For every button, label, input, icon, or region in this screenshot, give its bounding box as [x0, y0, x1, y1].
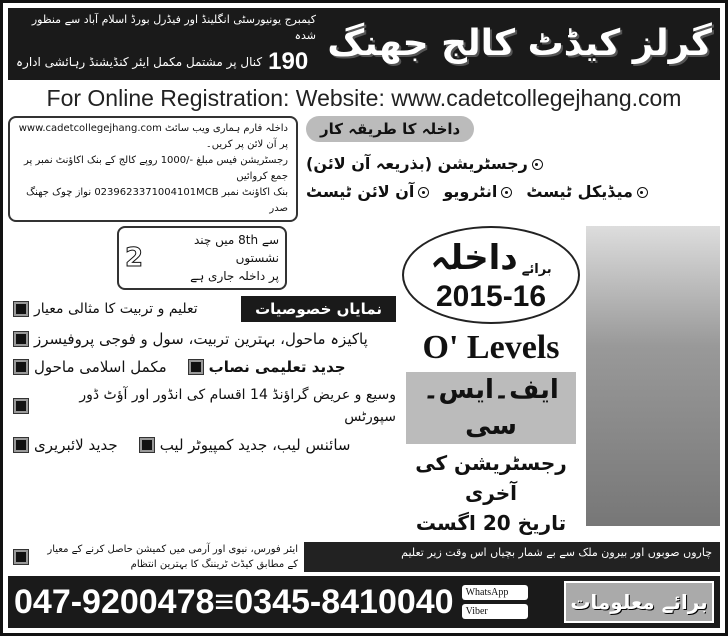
area-text: کنال پر مشتمل مکمل ایئر کنڈیشنڈ رہائشی ادارہ	[16, 55, 263, 69]
strip-row	[8, 542, 720, 572]
feature-row: جدید لائبریری سائنس لیب، جدید کمپیوٹر لیب	[8, 434, 396, 456]
bullet-icon	[14, 302, 28, 316]
program-fsc: ایف۔ایس۔سی	[406, 372, 576, 444]
deadline-line2: تاریخ 20 اگست	[415, 511, 567, 535]
deadline-line1: رجسٹریشن کی آخری	[415, 451, 567, 505]
info-label: برائے معلومات	[564, 581, 714, 623]
deadline	[402, 448, 580, 538]
radio-icon	[501, 187, 512, 198]
messaging-apps	[462, 585, 528, 619]
procedure-label: داخلہ کا طریقہ کار	[306, 116, 474, 142]
student-photo	[586, 226, 720, 526]
admission-year: 2015-16	[435, 280, 547, 313]
bullet-icon	[14, 438, 28, 452]
header-banner	[8, 8, 720, 80]
procedure-item: میڈیکل ٹیسٹ	[526, 180, 652, 204]
feature-item: وسیع و عریض گراؤنڈ 14 اقسام کی انڈور اور آؤٹ ڈور سپورٹس	[8, 384, 396, 428]
procedure-items-row	[306, 180, 652, 204]
feature-item: تعلیم و تربیت کا مثالی معیار	[8, 298, 198, 320]
radio-icon	[637, 187, 648, 198]
procedure-section	[8, 116, 720, 222]
instruction-line: بنک اکاؤنٹ نمبر 0239623371004101MCB نواز چوک جھنگ صدر	[26, 187, 288, 214]
admission-for: برائے	[521, 262, 552, 277]
classes-line1: سے 8th میں چند نشستوں	[193, 233, 279, 265]
radio-icon	[418, 187, 429, 198]
instruction-line: داخلہ فارم ہماری ویب سائٹ www.cadetcollegejhang.com پر آن لائن پر کریں۔	[18, 123, 288, 150]
instruction-line: رجسٹریشن فیس مبلغ -/1000 روپے کالج کے بنک اکاؤنٹ نمبر پر جمع کروائیں	[24, 155, 288, 182]
admission-title: داخلہ	[430, 238, 518, 278]
features-heading: نمایاں خصوصیات	[241, 296, 396, 322]
contact-bar	[8, 576, 720, 628]
bullet-icon	[14, 399, 28, 413]
instructions-box	[8, 116, 298, 222]
viber-icon: Viber	[462, 604, 528, 619]
approval-text: کیمبرج یونیورسٹی انگلینڈ اور فیڈرل بورڈ اسلام آباد سے منظور شدہ	[31, 13, 316, 42]
procedure-item: آن لائن ٹیسٹ	[306, 180, 433, 204]
program-olevels: O' Levels	[422, 329, 560, 366]
online-registration-line: For Online Registration: Website: www.cadetcollegejhang.com	[46, 85, 682, 111]
bullet-icon	[14, 550, 28, 564]
bullet-icon	[14, 360, 28, 374]
features-column	[8, 226, 396, 456]
phone-numbers: 047-9200478≡0345-8410040	[14, 583, 454, 621]
students-strip: چاروں صوبوں اور بیرون ملک سے بے شمار بچیاں اس وقت زیر تعلیم	[304, 542, 720, 572]
whatsapp-icon: WhatsApp	[462, 585, 528, 600]
classes-text	[149, 231, 279, 285]
classes-box	[117, 226, 287, 290]
feature-row: مکمل اسلامی ماحول جدید تعلیمی نصاب	[8, 356, 396, 378]
area-number: 190	[268, 48, 309, 75]
feature-item: ایئر فورس، نیوی اور آرمی میں کمیشن حاصل کرنے کے معیار کے مطابق کیڈٹ ٹریننگ کا بہترین انتظام	[8, 542, 298, 572]
header-subtitles	[16, 12, 316, 76]
features-top-row	[8, 296, 396, 322]
admission-title-row	[430, 236, 551, 280]
procedure-item: رجسٹریشن (بذریعہ آن لائن)	[306, 152, 547, 176]
bullet-icon	[189, 360, 203, 374]
bullet-icon	[140, 438, 154, 452]
procedure-item: انٹرویو	[443, 180, 516, 204]
middle-section	[8, 226, 720, 538]
area-row	[16, 48, 316, 76]
procedure-steps	[306, 116, 720, 204]
bullet-icon	[14, 332, 28, 346]
college-title: گرلز کیڈٹ کالج جھنگ	[327, 23, 712, 64]
radio-icon	[532, 159, 543, 170]
admission-column	[402, 226, 580, 538]
feature-item: پاکیزہ ماحول، بہترین تربیت، سول و فوجی پروفیسرز	[8, 328, 396, 350]
admission-oval	[402, 226, 580, 324]
class-from: 2	[125, 243, 144, 273]
classes-line2: پر داخلہ جاری ہے	[190, 269, 279, 283]
procedure-top-row	[306, 116, 720, 176]
